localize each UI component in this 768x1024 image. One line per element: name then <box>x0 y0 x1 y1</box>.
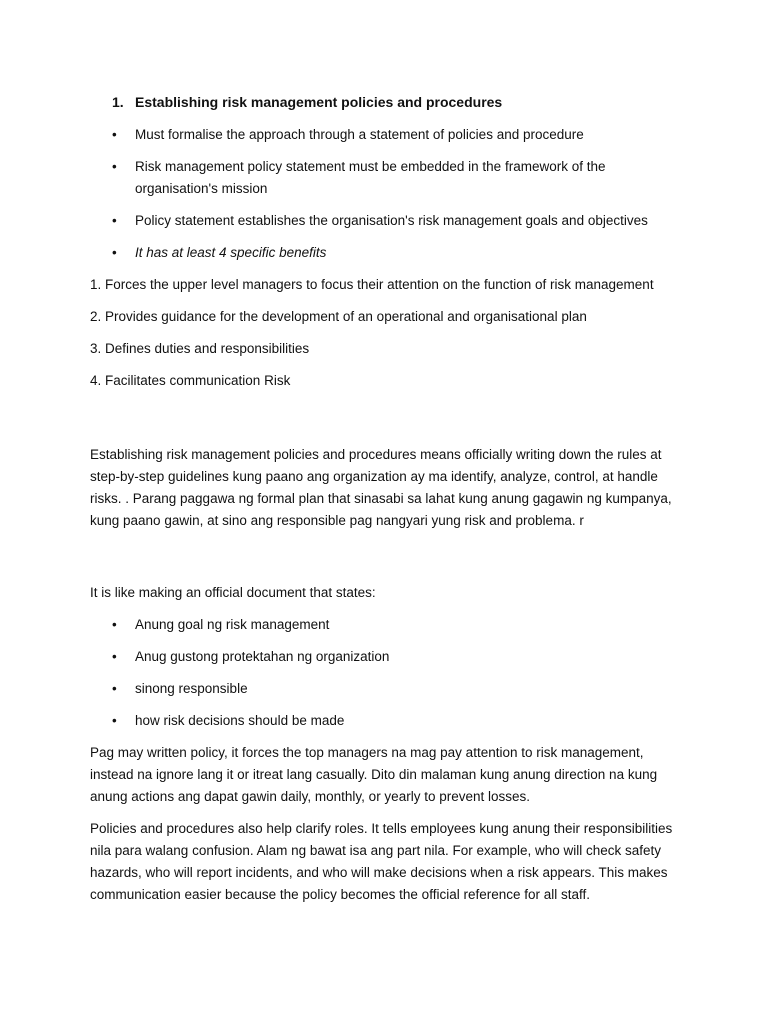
bullet-item <box>90 710 690 732</box>
bullet-item-italic <box>90 242 690 264</box>
bullet-item <box>90 614 690 636</box>
bullet-dot: • <box>112 649 117 664</box>
heading-number: 1. <box>112 94 124 110</box>
paragraph-roles: Policies and procedures also help clarify roles. It tells employees kung anung their responsibilities nila para walang confusion. Alam ng bawat isa ang part nila. For example, who will check safety hazards, who will report incidents, and who will make decisions when a risk appears. This makes communication easier because the policy becomes the official reference for all staff. <box>90 821 673 902</box>
bullet-dot: • <box>112 245 117 260</box>
bullet-item <box>90 124 690 146</box>
benefit-item: 2. Provides guidance for the development of an operational and organisational plan <box>90 309 587 324</box>
section-heading <box>112 92 690 112</box>
heading-title: Establishing risk management policies and procedures <box>135 94 503 110</box>
bullet-item <box>90 156 690 200</box>
bullet-item <box>90 646 690 668</box>
bullet-dot: • <box>112 127 117 142</box>
bullet-text: It has at least 4 specific benefits <box>135 245 327 260</box>
bullet-text: Risk management policy statement must be embedded in the framework of the organisation's mission <box>135 159 606 196</box>
benefit-item: 3. Defines duties and responsibilities <box>90 341 310 356</box>
bullet-item <box>90 678 690 700</box>
bullet-text: Anung goal ng risk management <box>135 617 330 632</box>
benefit-item: 4. Facilitates communication Risk <box>90 373 291 388</box>
paragraph-definition: Establishing risk management policies and procedures means officially writing down the rules at step-by-step guidelines kung paano ang organization ay ma identify, analyze, control, at handle risks. . Parang paggawa ng formal plan that sinasabi sa lahat kung anung gagawin ng kumpanya, kung paano gawin, at sino ang responsible pag nangyari yung risk and problema. r <box>90 447 672 528</box>
bullet-text: Policy statement establishes the organisation's risk management goals and objectives <box>135 213 648 228</box>
spacer <box>90 542 690 582</box>
bullet-dot: • <box>112 617 117 632</box>
bullet-text: sinong responsible <box>135 681 248 696</box>
benefit-item: 1. Forces the upper level managers to focus their attention on the function of risk management <box>90 277 654 292</box>
spacer <box>90 402 690 444</box>
bullet-text: how risk decisions should be made <box>135 713 345 728</box>
paragraph-managers: Pag may written policy, it forces the top managers na mag pay attention to risk management, instead na ignore lang it or itreat lang casually. Dito din malaman kung anung direction na kung anung actions ang dapat gawin daily, monthly, or yearly to prevent losses. <box>90 745 658 804</box>
bullet-text: Must formalise the approach through a statement of policies and procedure <box>135 127 584 142</box>
bullet-dot: • <box>112 681 117 696</box>
bullet-dot: • <box>112 213 117 228</box>
bullet-dot: • <box>112 713 117 728</box>
intro-line: It is like making an official document that states: <box>90 585 376 600</box>
bullet-item <box>90 210 690 232</box>
document-page <box>90 92 690 916</box>
bullet-text: Anug gustong protektahan ng organization <box>135 649 390 664</box>
bullet-dot: • <box>112 159 117 174</box>
